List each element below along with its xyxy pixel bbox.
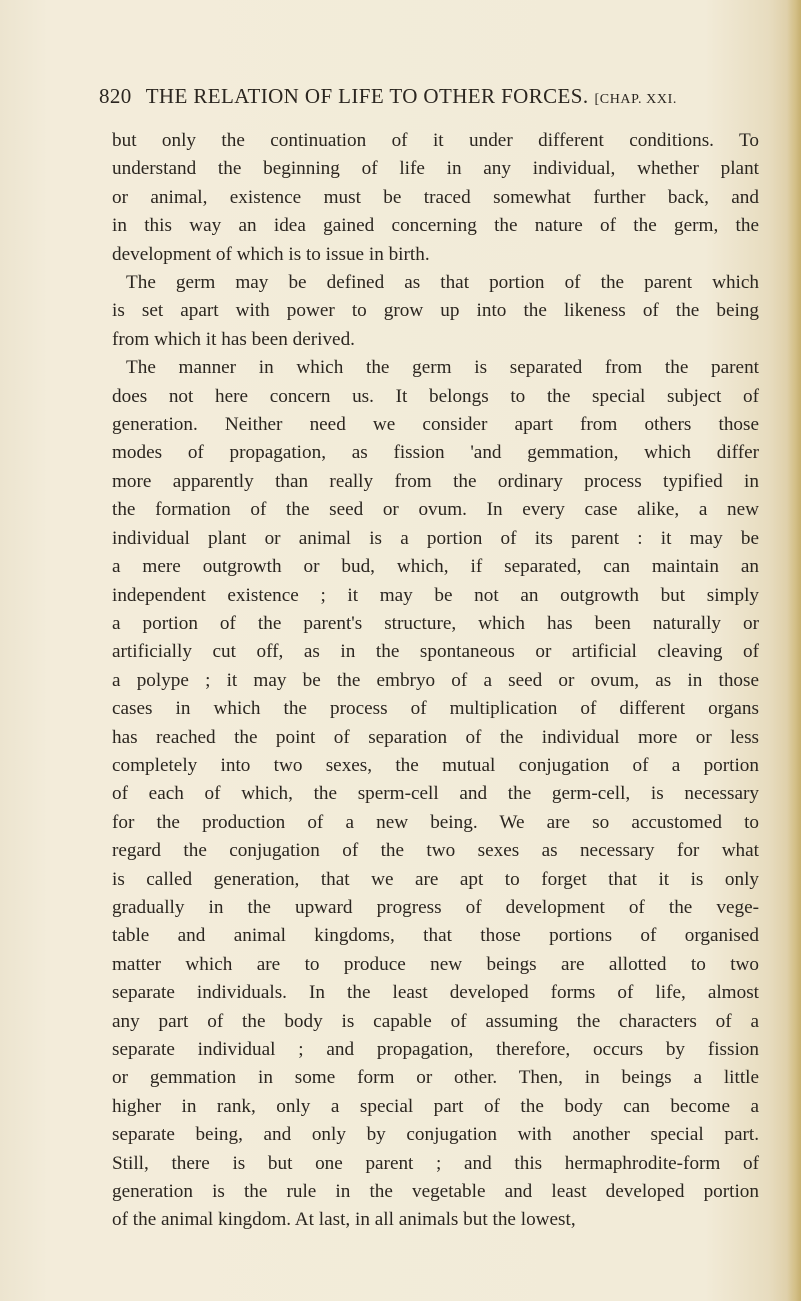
text-line: separate individuals. In the least developed forms of life, almost: [112, 982, 759, 1004]
text-line: but only the continuation of it under different conditions. To: [112, 130, 759, 151]
text-line: cases in which the process of multiplication of different organs: [112, 698, 759, 720]
text-line: The germ may be defined as that portion of the parent which: [126, 272, 759, 294]
text-line: completely into two sexes, the mutual conjugation of a portion: [112, 754, 759, 776]
running-title: THE RELATION OF LIFE TO OTHER FORCES.: [145, 84, 589, 108]
text-line: or gemmation in some form or other. Then, in beings a little: [112, 1067, 759, 1089]
text-line: is called generation, that we are apt to forget that it is only: [112, 868, 759, 890]
text-line: separate being, and only by conjugation with another special part.: [112, 1124, 759, 1146]
text-line: separate individual ; and propagation, therefore, occurs by fission: [112, 1039, 759, 1060]
text-line: artificially cut off, as in the spontaneous or artificial cleaving of: [112, 641, 759, 663]
text-line: generation is the rule in the vegetable and least developed portion: [112, 1181, 759, 1203]
text-line: individual plant or animal is a portion of its parent : it may be: [112, 527, 759, 549]
text-line: or animal, existence must be traced somewhat further back, and: [112, 186, 759, 208]
text-line: regard the conjugation of the two sexes as necessary for what: [112, 840, 759, 862]
page-number: 820: [99, 84, 132, 108]
text-line: any part of the body is capable of assuming the characters of a: [112, 1010, 759, 1032]
text-line: The manner in which the germ is separated from the parent: [126, 357, 759, 379]
text-line: development of which is to issue in birth.: [112, 243, 430, 265]
text-line: Still, there is but one parent ; and this hermaphrodite-form of: [112, 1152, 759, 1174]
running-header: [99, 84, 769, 114]
text-line: is set apart with power to grow up into the likeness of the being: [112, 300, 759, 322]
text-line: the formation of the seed or ovum. In every case alike, a new: [112, 499, 759, 521]
text-line: of each of which, the sperm-cell and the germ-cell, is necessary: [112, 783, 759, 805]
text-line: more apparently than really from the ordinary process typified in: [112, 470, 759, 492]
text-line: in this way an idea gained concerning the nature of the germ, the: [112, 215, 759, 237]
text-line: independent existence ; it may be not an outgrowth but simply: [112, 584, 759, 606]
body-text: [112, 127, 759, 1235]
text-line: has reached the point of separation of the individual more or less: [112, 726, 759, 748]
text-line: a polype ; it may be the embryo of a seed or ovum, as in those: [112, 669, 759, 691]
text-line: understand the beginning of life in any individual, whether plant: [112, 158, 759, 180]
text-line: table and animal kingdoms, that those portions of organised: [112, 925, 759, 947]
text-line: higher in rank, only a special part of the body can become a: [112, 1095, 759, 1117]
text-line: matter which are to produce new beings are allotted to two: [112, 953, 759, 975]
text-line: from which it has been derived.: [112, 328, 355, 350]
text-line: generation. Neither need we consider apart from others those: [112, 414, 759, 436]
text-line: of the animal kingdom. At last, in all animals but the lowest,: [112, 1209, 576, 1231]
text-line: a portion of the parent's structure, which has been naturally or: [112, 612, 759, 634]
text-line: modes of propagation, as fission 'and gemmation, which differ: [112, 442, 759, 464]
text-line: gradually in the upward progress of development of the vege-: [112, 896, 759, 918]
text-line: for the production of a new being. We are so accustomed to: [112, 811, 759, 833]
text-line: does not here concern us. It belongs to the special subject of: [112, 385, 759, 407]
chapter-label: [CHAP. XXI.: [594, 92, 677, 107]
text-line: a mere outgrowth or bud, which, if separated, can maintain an: [112, 556, 759, 578]
page-edge: [787, 0, 801, 1301]
